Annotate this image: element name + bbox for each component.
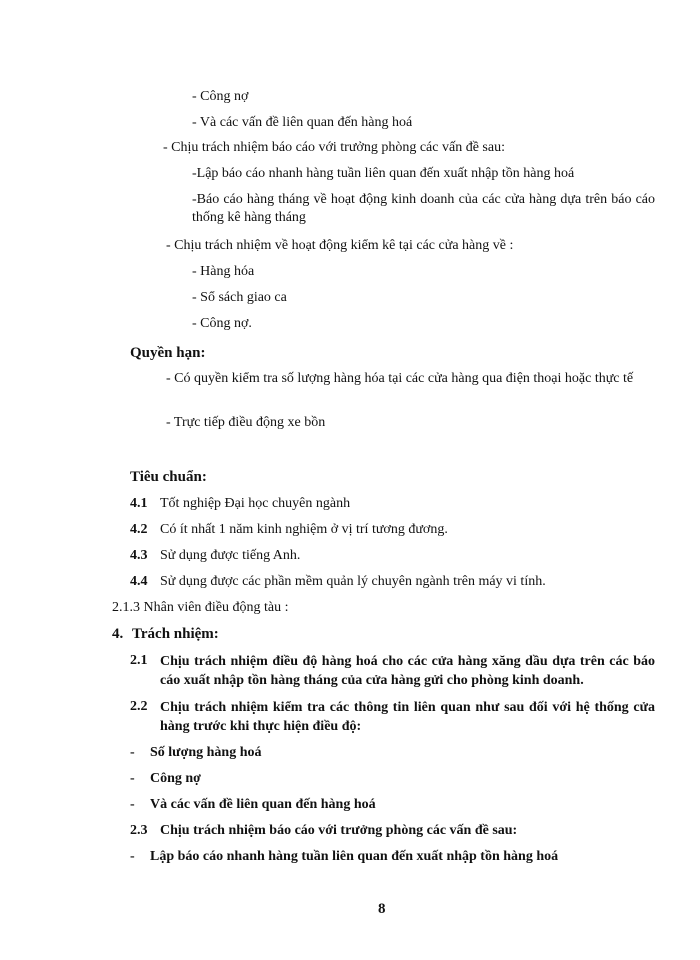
standards-heading: Tiêu chuẩn:	[130, 469, 207, 485]
item-text: Chịu trách nhiệm báo cáo với trưởng phòng các vấn đề sau:	[160, 823, 518, 838]
inventory-item: - Công nợ.	[192, 316, 252, 331]
authority-item-1: - Có quyền kiểm tra số lượng hàng hóa tại các cửa hàng qua điện thoại hoặc thực tế	[166, 371, 634, 386]
standard-number: 4.1	[130, 496, 148, 511]
bullet-item: Công nợ	[150, 771, 201, 786]
bullet-mark: -	[130, 745, 135, 760]
report-item-1: -Lập báo cáo nhanh hàng tuần liên quan đến xuất nhập tồn hàng hoá	[192, 166, 575, 181]
item-number: 2.1	[130, 653, 148, 668]
report-heading: - Chịu trách nhiệm báo cáo với trưởng phòng các vấn đề sau:	[163, 140, 505, 155]
report-item-2: -Báo cáo hàng tháng về hoạt động kinh doanh của các cửa hàng dựa trên báo cáo thống kê hàng tháng	[192, 192, 655, 225]
list-item-van-de: - Và các vấn đề liên quan đến hàng hoá	[192, 115, 413, 130]
standard-number: 4.4	[130, 574, 148, 589]
bullet-item: Số lượng hàng hoá	[150, 745, 262, 760]
inventory-item: - Hàng hóa	[192, 264, 255, 279]
item-number: 2.3	[130, 823, 148, 838]
bullet-mark: -	[130, 771, 135, 786]
inventory-item: - Sổ sách giao ca	[192, 290, 287, 305]
standard-text: Sử dụng được tiếng Anh.	[160, 548, 301, 563]
item-text: Chịu trách nhiệm điều độ hàng hoá cho các cửa hàng xăng dầu dựa trên các báo cáo xuất nhập tồn hàng tháng của cửa hàng gửi cho phòng kinh doanh.	[160, 654, 655, 688]
bullet-mark: -	[130, 849, 135, 864]
item-number: 2.2	[130, 699, 148, 714]
authority-item-2: - Trực tiếp điều động xe bồn	[166, 415, 326, 430]
bullet-item: Và các vấn đề liên quan đến hàng hoá	[150, 797, 376, 812]
bullet-item: Lập báo cáo nhanh hàng tuần liên quan đến xuất nhập tồn hàng hoá	[150, 849, 559, 864]
responsibility-heading: Trách nhiệm:	[132, 626, 219, 642]
authority-heading: Quyền hạn:	[130, 345, 206, 361]
responsibility-number: 4.	[112, 626, 124, 642]
bullet-mark: -	[130, 797, 135, 812]
item-text: Chịu trách nhiệm kiểm tra các thông tin liên quan như sau đối với hệ thống cửa hàng trước khi thực hiện điều độ:	[160, 700, 655, 734]
section-title: 2.1.3 Nhân viên điều động tàu :	[112, 600, 289, 615]
standard-text: Sử dụng được các phần mềm quản lý chuyên ngành trên máy vi tính.	[160, 574, 546, 589]
page-number: 8	[378, 901, 386, 917]
standard-number: 4.3	[130, 548, 148, 563]
list-item-cong-no: - Công nợ	[192, 89, 249, 104]
standard-text: Có ít nhất 1 năm kinh nghiệm ở vị trí tương đương.	[160, 522, 448, 537]
standard-number: 4.2	[130, 522, 148, 537]
standard-text: Tốt nghiệp Đại học chuyên ngành	[160, 496, 351, 511]
inventory-heading: - Chịu trách nhiệm về hoạt động kiểm kê tại các cửa hàng về :	[166, 238, 514, 253]
